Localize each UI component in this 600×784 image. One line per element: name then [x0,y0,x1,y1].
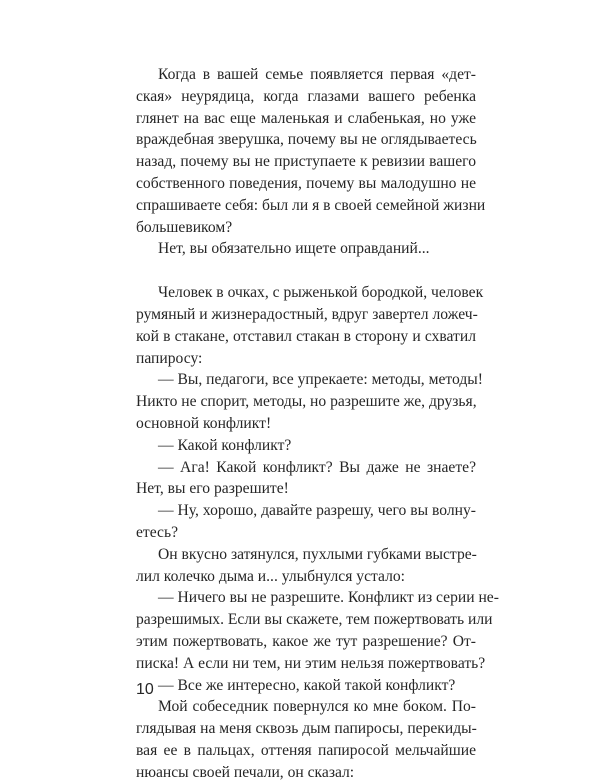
page-number: 10 [136,681,154,698]
text-line: разрешимых. Если вы скажете, тем пожертвовать или [136,611,493,629]
text-line: основной конфликт! [136,414,272,432]
paragraph [136,500,476,544]
paragraph [136,282,484,369]
text-line: спрашиваете себя: был ли я в своей семейной жизни [136,196,486,214]
text-line: — Какой конфликт? [158,436,292,454]
text-line: — Ну, хорошо, давайте разрешу, чего вы волну- [158,502,476,520]
paragraph [136,544,476,588]
text-line: большевиком? [136,218,233,236]
paragraph [136,435,476,457]
paragraph [136,64,486,238]
text-line: ская» неурядица, когда глазами вашего ребенка [136,87,476,105]
text-line: Человек в очках, с рыженькой бородкой, человек [158,284,484,302]
paragraph [136,696,476,783]
text-line: Когда в вашей семье появляется первая «дет- [158,66,476,83]
body-text [136,64,499,784]
text-line: — Ничего вы не разрешите. Конфликт из серии не- [158,589,499,607]
text-line: Мой собеседник повернулся ко мне боком. По- [158,698,476,716]
text-line: нюансы своей печали, он сказал: [136,763,355,781]
text-line: Нет, вы обязательно ищете оправданий... [158,240,430,258]
paragraph [136,587,499,674]
text-line: лил колечко дыма и... улыбнулся устало: [136,567,405,585]
text-line: вая ее в пальцах, оттеняя папиросой мельчайшие [136,741,476,759]
paragraph [136,238,476,260]
text-line: глядывая на меня сквозь дым папиросы, перекиды- [136,720,477,738]
text-line: глянет на вас еще маленькая и слабенькая, но уже [136,109,476,127]
text-line: собственного поведения, почему вы малодушно не [136,174,476,192]
text-line: папиросу: [136,349,203,367]
text-line: назад, почему вы не приступаете к ревизии вашего [136,153,476,171]
text-line: — Вы, педагоги, все упрекаете: методы, методы! [158,371,483,389]
text-line: писка! А если ни тем, ни этим нельзя пожертвовать? [136,654,486,672]
text-line: враждебная зверушка, почему вы не оглядываетесь [136,131,477,149]
paragraph [136,675,476,697]
text-line: — Все же интересно, какой такой конфликт? [158,676,456,694]
text-line: румяный и жизнерадостный, вдруг завертел ложеч- [136,305,478,323]
paragraph [136,369,483,434]
paragraph [136,457,476,501]
text-line: Никто не спорит, методы, но разрешите же, друзья, [136,393,477,411]
text-line: — Ага! Какой конфликт? Вы даже не знаете? [158,458,476,476]
text-line: кой в стакане, отставил стакан в сторону и схватил [136,327,476,345]
text-line: этим пожертвовать, какое же тут разрешение? От- [136,632,476,650]
text-line: Нет, вы его разрешите! [136,480,289,498]
text-line: етесь? [136,523,178,541]
section-break [136,260,476,282]
text-line: Он вкусно затянулся, пухлыми губками выстре- [158,545,477,563]
